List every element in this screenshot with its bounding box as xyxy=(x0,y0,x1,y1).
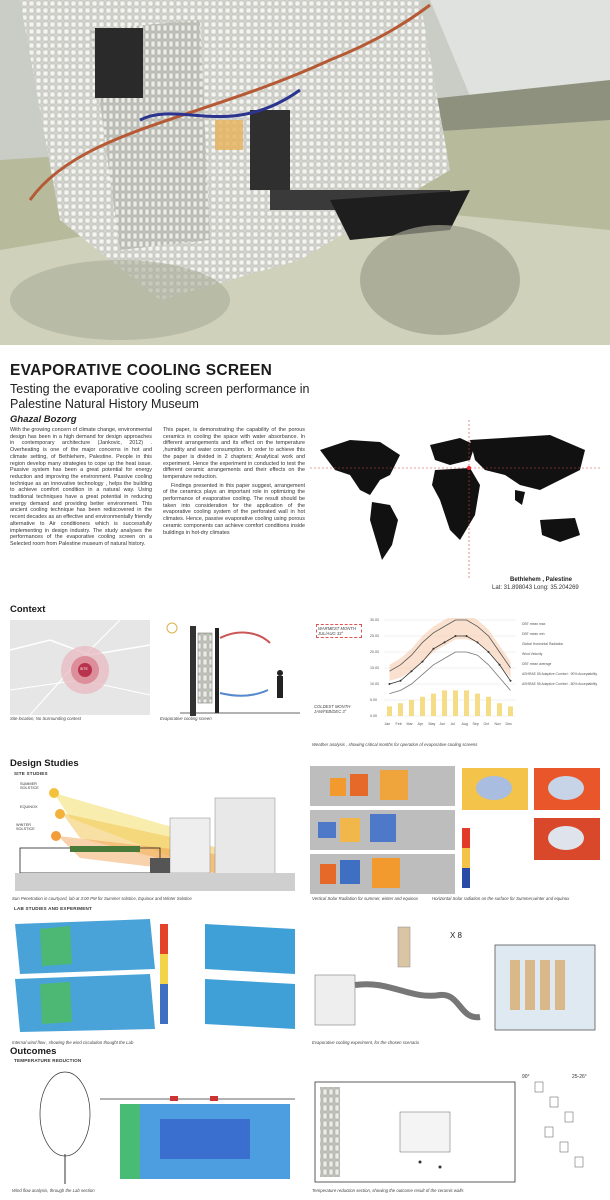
legend-item: Wind Velocity xyxy=(522,652,543,656)
x-tick: Aug xyxy=(461,722,468,726)
radiation-bar xyxy=(497,703,502,716)
outcomes-heading: Outcomes xyxy=(10,1046,57,1057)
y-tick: 30.00 xyxy=(370,618,379,622)
winter-solstice-label: WINTER SOLSTICE xyxy=(16,823,35,831)
series-point xyxy=(466,635,468,637)
x-tick: Oct xyxy=(483,722,490,726)
temperature-reduction-subheading: TEMPERATURE REDUCTION xyxy=(14,1058,82,1063)
x-tick: Jan xyxy=(384,722,391,726)
coldest-month-label: COLDEST MONTH JAN/FEB/DEC 3° xyxy=(314,704,351,714)
lab-studies-subheading: LAB STUDIES AND EXPERIMENT xyxy=(14,906,93,911)
intro-column-1: With the growing concern of climate change, environmental design has been in a high demand for design approaches in contemporary architecture (Jankovic, 2012) . Overheating is one of the major concerns in hot and climate setting, of Bethlehem, Palestine. People in this region develop many strategies to cope up the heat issue. Passive system has been a great potential for energy reduction and improving the environment. Passive cooling technique as an innovative technology , helps the building to achieve comfort condition in a natural way. Using traditional techniques have a great potential in reducing energy demand and providing better environment. This ancient cooling technique has been rediscovered in the recent decades as an effective and environmentally friendly alternative to Air conditioners which is successfully implementing in design industry. The study analyses the performances of the evaporative cooling screen on a Selected room from Palestine museum of natural history. xyxy=(10,427,152,547)
radiation-bar xyxy=(453,690,458,716)
series-point xyxy=(411,670,413,672)
vertical-radiation-caption: Vertical Solar Radiation for summer, winter and equinox xyxy=(312,896,418,901)
wind-caption: Internal wind flow , showing the wind circulation thought the Lab xyxy=(12,1040,134,1045)
warmest-month-label: WARMEST MONTH JUL/AUG 33° xyxy=(316,624,362,638)
legend-item: ASHRAE 55 Adaptive Comfort - 90% Acceptability xyxy=(522,672,598,676)
series-point xyxy=(488,651,490,653)
series-point xyxy=(510,680,512,682)
hero-rendering xyxy=(0,0,610,345)
world-map xyxy=(310,420,602,580)
radiation-bar xyxy=(464,690,469,716)
angle-label-25: 25-26° xyxy=(572,1074,587,1080)
intro-paragraph-2b: Findings presented in this paper suggest, arrangement of the ceramics plays an important role in optimizing the performance of evaporative cooling. The result should be taken into consideration for the application of the evaporative cooling system of the perforated wall in hot climates. Hence, passive evaporative cooling using porous ceramic components can achieve comfort conditions inside buildings in hot-dry climates xyxy=(163,482,305,536)
cooling-experiment-diagram xyxy=(310,925,602,1035)
radiation-bar xyxy=(409,700,414,716)
series-point xyxy=(444,641,446,643)
world-map-image xyxy=(310,420,602,580)
weather-caption: Weather analysis , showing critical months for operation of evaporative cooling screens xyxy=(312,742,478,747)
x-tick: Jul xyxy=(450,722,456,726)
temperature-reduction-section xyxy=(310,1072,602,1186)
y-tick: 5.00 xyxy=(370,698,377,702)
vertical-radiation-diagrams xyxy=(310,766,455,894)
author-name: Ghazal Bozorg xyxy=(10,414,77,425)
site-location-map xyxy=(10,620,150,715)
y-tick: 25.00 xyxy=(370,634,379,638)
design-studies-heading: Design Studies xyxy=(10,758,79,769)
comfort-band xyxy=(390,618,511,681)
radiation-bar xyxy=(475,694,480,716)
x-tick: May xyxy=(428,722,436,726)
radiation-bar xyxy=(486,697,491,716)
site-studies-subheading: SITE STUDIES xyxy=(14,771,48,776)
temperature-caption: Temperature reduction section, showing the outcome result of the ceramic walls xyxy=(312,1188,464,1193)
location-name: Bethlehem , Palestine xyxy=(510,577,573,583)
temperature-reduction-image xyxy=(310,1072,602,1186)
series-point xyxy=(499,664,501,666)
x-tick: Apr xyxy=(417,722,424,726)
x-tick: Dec xyxy=(505,722,512,726)
outcome-wind-caption: Wind flow analysis, through the Lab section xyxy=(12,1188,95,1193)
legend-item: DBT mean min xyxy=(522,632,545,636)
page-subtitle: Testing the evaporative cooling screen performance in Palestine Natural History Museum xyxy=(10,382,310,411)
series-point xyxy=(422,661,424,663)
wind-flow-diagrams xyxy=(10,914,300,1036)
y-tick: 0.00 xyxy=(370,714,377,718)
wind-flow-image xyxy=(10,914,300,1036)
chart-legend xyxy=(522,622,604,686)
sun-caption: Sun Penetration in courtyard, lab at 3:00 PM for Summer solstice, Equinox and Winter Solstice xyxy=(12,896,192,901)
page-title: EVAPORATIVE COOLING SCREEN xyxy=(10,362,273,379)
site-caption: Site location, No Surrounding context xyxy=(10,716,81,721)
legend-item: Global Horizontal Radiation xyxy=(522,642,564,646)
sun-section-image xyxy=(10,778,300,893)
location-pin-icon xyxy=(467,466,471,470)
vertical-radiation-image xyxy=(310,766,455,894)
series-point xyxy=(433,648,435,650)
outcome-wind-image xyxy=(10,1064,300,1186)
museum-rendering-image xyxy=(0,0,610,345)
screen-caption: Evaporative cooling screen xyxy=(160,716,212,721)
y-axis-labels xyxy=(370,618,380,726)
screen-section-image xyxy=(160,618,300,718)
series-point xyxy=(477,641,479,643)
y-tick: 10.00 xyxy=(370,682,379,686)
equinox-label: EQUINOX xyxy=(20,805,38,809)
x-axis-labels xyxy=(382,722,518,728)
multiplier-label: X 8 xyxy=(450,931,463,940)
outcome-wind-section xyxy=(10,1064,300,1186)
radiation-bar xyxy=(398,703,403,716)
radiation-bar xyxy=(387,706,392,716)
summer-solstice-label: SUMMER SOLSTICE xyxy=(20,782,39,790)
radiation-bar xyxy=(420,697,425,716)
intro-column-2 xyxy=(163,427,305,536)
horizontal-radiation-diagrams xyxy=(460,766,602,894)
series-point xyxy=(455,635,457,637)
x-tick: Jun xyxy=(439,722,446,726)
x-tick: Nov xyxy=(494,722,501,726)
intro-paragraph-2a: This paper, is demonstrating the capability of the porous ceramics in cooling the space with water absorbance. In different arrangements and its effect on the temperature ,humidity and water consumption. In order to achieve this the paper is divided in 2 chapters; Analytical work and experiment. Hence the experiment in conducted to test the different ceramic arrangements and their effects on the temperature reduction. xyxy=(163,427,305,480)
series-point xyxy=(389,683,391,685)
legend-item: DBT mean max xyxy=(522,622,546,626)
x-tick: Mar xyxy=(406,722,413,726)
legend-item: ASHRAE 55 Adaptive Comfort - 80% Acceptability xyxy=(522,682,598,686)
horizontal-radiation-image xyxy=(460,766,602,894)
legend-item: DBT mean average xyxy=(522,662,552,666)
location-coordinates: Lat: 31.898043 Long: 35.204269 xyxy=(492,585,579,591)
sun-penetration-diagram xyxy=(10,778,300,893)
series-point xyxy=(400,680,402,682)
cooling-experiment-image xyxy=(310,925,602,1035)
site-marker-label: SITE xyxy=(80,667,88,671)
radiation-bar xyxy=(442,690,447,716)
y-tick: 15.00 xyxy=(370,666,379,670)
experiment-caption: Evaporative cooling experiment, for the chosen scenario xyxy=(312,1040,420,1045)
angle-label-90: 90° xyxy=(522,1074,530,1080)
x-tick: Sep xyxy=(472,722,479,726)
y-tick: 20.00 xyxy=(370,650,379,654)
radiation-bar xyxy=(431,694,436,716)
weather-chart xyxy=(308,618,606,740)
x-tick: Feb xyxy=(395,722,402,726)
screen-section-diagram xyxy=(160,618,300,718)
radiation-bar xyxy=(508,706,513,716)
context-heading: Context xyxy=(10,604,46,615)
horizontal-radiation-caption: Horizontal Solar radiation on the surface for Summer,winter and equinox xyxy=(432,896,570,901)
